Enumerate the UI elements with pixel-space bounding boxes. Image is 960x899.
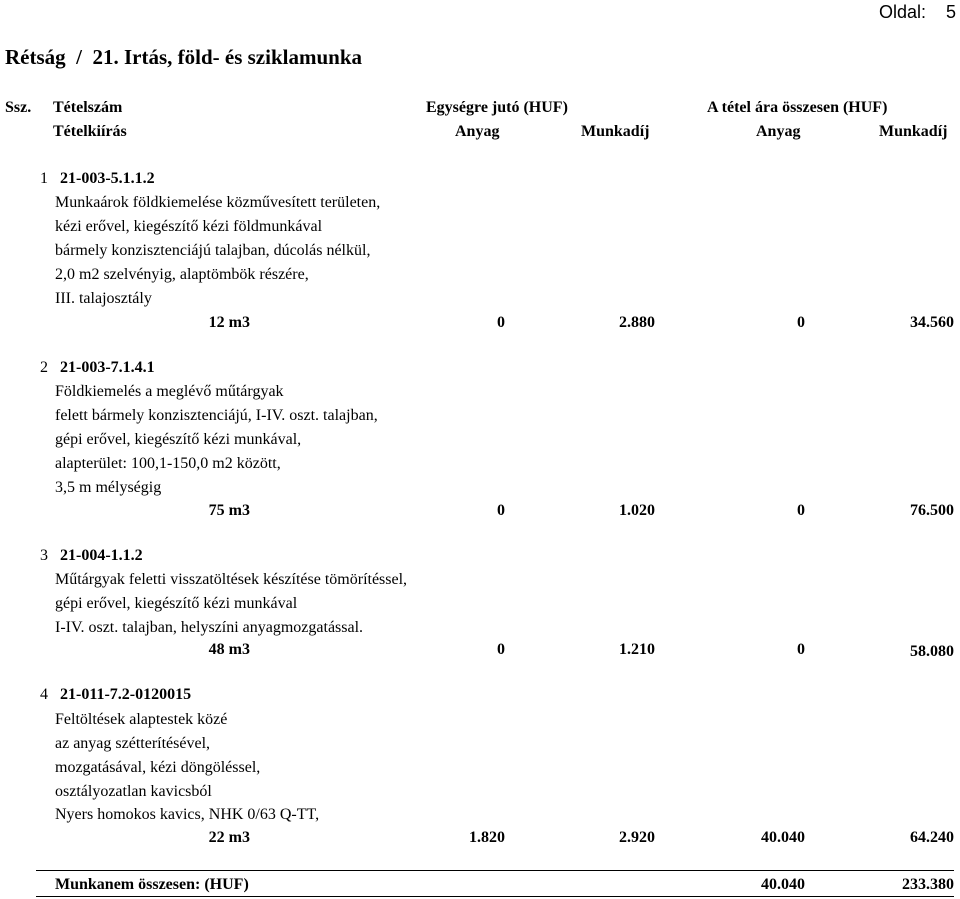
summary-total-munkadij: 233.380 bbox=[902, 876, 954, 893]
header-anyag-total: Anyag bbox=[756, 123, 801, 140]
item-desc-line: Nyers homokos kavics, NHK 0/63 Q-TT, bbox=[55, 806, 320, 823]
item-desc-line: kézi erővel, kiegészítő kézi földmunkával bbox=[55, 218, 323, 235]
item-desc-line: Munkaárok földkiemelése közművesített területen, bbox=[55, 194, 381, 211]
item-desc-line: I-IV. oszt. talajban, helyszíni anyagmozgatással. bbox=[55, 619, 364, 636]
document-title: Rétság / 21. Irtás, föld- és sziklamunka bbox=[5, 45, 363, 69]
item-desc-line: osztályozatlan kavicsból bbox=[55, 783, 212, 800]
header-munkadij-total: Munkadíj bbox=[879, 123, 948, 140]
item-number: 4 bbox=[40, 686, 48, 703]
item-unit-anyag: 1.820 bbox=[469, 829, 505, 846]
item-total-munkadij: 64.240 bbox=[910, 829, 954, 846]
item-unit-munkadij: 1.210 bbox=[619, 641, 655, 658]
item-desc-line: felett bármely konzisztenciájú, I-IV. oszt. talajban, bbox=[55, 407, 378, 424]
item-desc-line: alapterület: 100,1-150,0 m2 között, bbox=[55, 455, 281, 472]
item-desc-line: gépi erővel, kiegészítő kézi munkával, bbox=[55, 431, 302, 448]
header-munkadij-unit: Munkadíj bbox=[581, 123, 650, 140]
item-number: 3 bbox=[40, 547, 48, 564]
header-tetel-ara: A tétel ára összesen (HUF) bbox=[707, 99, 888, 116]
summary-top-rule bbox=[36, 870, 954, 871]
page-label: Oldal: bbox=[879, 2, 927, 22]
item-unit-anyag: 0 bbox=[497, 314, 505, 331]
page-number: 5 bbox=[946, 2, 957, 22]
header-tetelkiiras: Tételkiírás bbox=[53, 123, 127, 140]
item-total-munkadij: 58.080 bbox=[910, 643, 954, 660]
item-unit-anyag: 0 bbox=[497, 502, 505, 519]
item-quantity: 22 m3 bbox=[208, 829, 250, 846]
item-total-anyag: 40.040 bbox=[761, 829, 805, 846]
item-total-anyag: 0 bbox=[797, 314, 805, 331]
item-desc-line: gépi erővel, kiegészítő kézi munkával bbox=[55, 595, 298, 612]
summary-bottom-rule bbox=[36, 896, 954, 897]
item-desc-line: az anyag szétterítésével, bbox=[55, 735, 211, 752]
item-number: 1 bbox=[40, 170, 48, 187]
item-desc-line: 2,0 m2 szelvényig, alaptömbök részére, bbox=[55, 266, 309, 283]
item-unit-munkadij: 2.920 bbox=[619, 829, 655, 846]
item-code: 21-003-5.1.1.2 bbox=[60, 170, 155, 187]
item-desc-line: bármely konzisztenciájú talajban, dúcolás nélkül, bbox=[55, 242, 371, 259]
item-quantity: 48 m3 bbox=[208, 641, 250, 658]
item-desc-line: 3,5 m mélységig bbox=[55, 479, 162, 496]
item-unit-anyag: 0 bbox=[497, 641, 505, 658]
item-total-anyag: 0 bbox=[797, 502, 805, 519]
item-desc-line: Feltöltések alaptestek közé bbox=[55, 711, 228, 728]
item-quantity: 12 m3 bbox=[208, 314, 250, 331]
header-anyag-unit: Anyag bbox=[455, 123, 500, 140]
item-code: 21-003-7.1.4.1 bbox=[60, 359, 155, 376]
item-desc-line: Földkiemelés a meglévő műtárgyak bbox=[55, 383, 284, 400]
header-ssz: Ssz. bbox=[5, 99, 32, 116]
summary-total-anyag: 40.040 bbox=[761, 876, 805, 893]
item-number: 2 bbox=[40, 359, 48, 376]
item-desc-line: Műtárgyak feletti visszatöltések készítése tömörítéssel, bbox=[55, 571, 408, 588]
item-desc-line: III. talajosztály bbox=[55, 290, 152, 307]
summary-label: Munkanem összesen: (HUF) bbox=[55, 876, 249, 893]
item-total-munkadij: 34.560 bbox=[910, 314, 954, 331]
item-unit-munkadij: 1.020 bbox=[619, 502, 655, 519]
item-total-munkadij: 76.500 bbox=[910, 502, 954, 519]
item-desc-line: mozgatásával, kézi döngöléssel, bbox=[55, 759, 261, 776]
item-unit-munkadij: 2.880 bbox=[619, 314, 655, 331]
item-total-anyag: 0 bbox=[797, 641, 805, 658]
item-quantity: 75 m3 bbox=[208, 502, 250, 519]
header-egysegre: Egységre jutó (HUF) bbox=[426, 99, 568, 116]
header-tetelszam: Tételszám bbox=[53, 99, 123, 116]
item-code: 21-004-1.1.2 bbox=[60, 547, 143, 564]
item-code: 21-011-7.2-0120015 bbox=[60, 686, 192, 703]
